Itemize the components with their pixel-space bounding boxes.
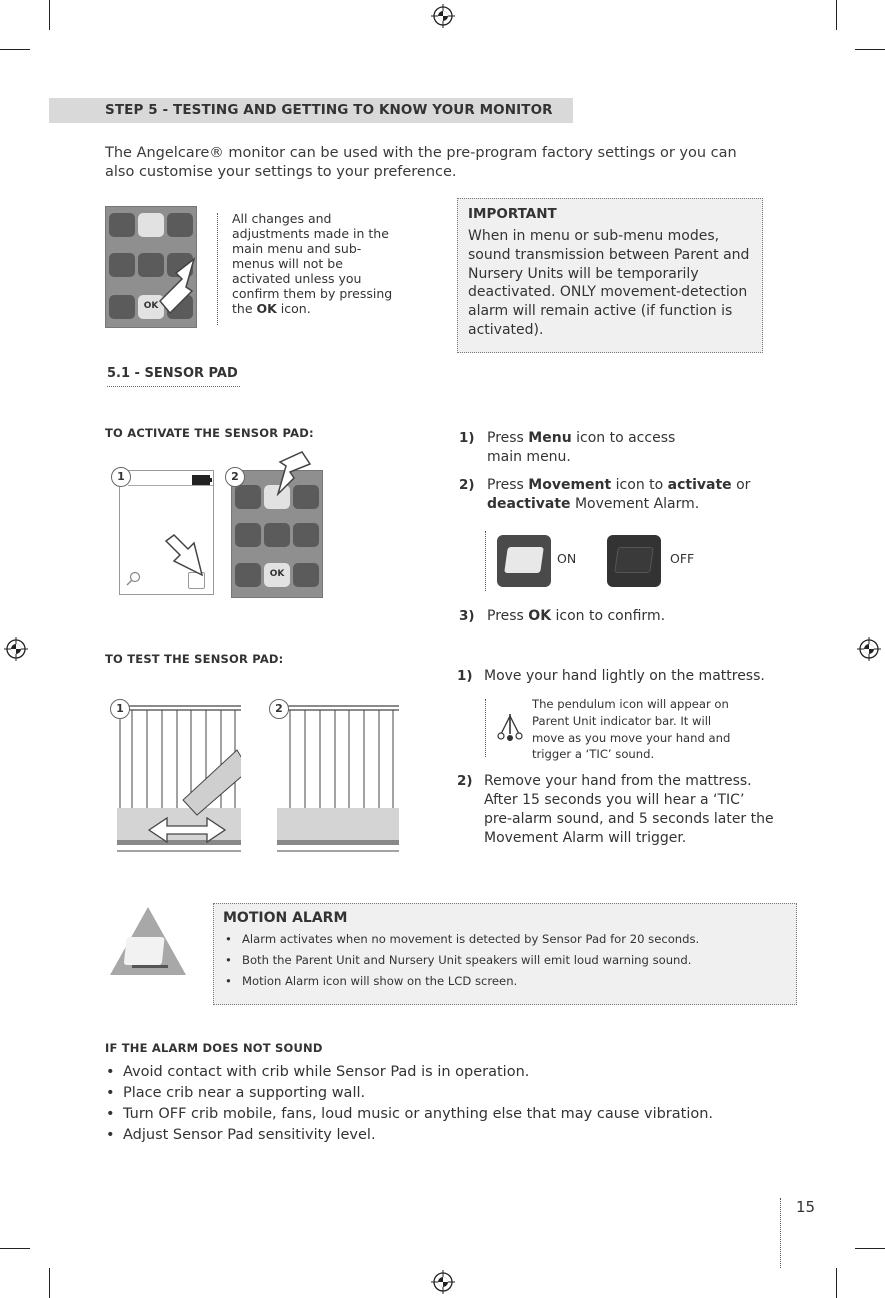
movement-icon <box>138 213 164 237</box>
no-sound-bullet <box>106 1106 713 1122</box>
step-text-part: Press <box>487 430 529 446</box>
timer-icon <box>235 563 261 587</box>
menu-screen-illustration <box>105 206 197 328</box>
activate-step-number: 2) <box>459 477 475 493</box>
bullet: • <box>106 1064 115 1080</box>
motion-alarm-title: MOTION ALARM <box>223 910 348 926</box>
pointer-arrow-icon <box>156 257 198 317</box>
test-label: TO TEST THE SENSOR PAD: <box>105 652 284 666</box>
ok-icon: OK <box>264 563 290 587</box>
no-sound-bullet-text: Avoid contact with crib while Sensor Pad is in operation. <box>123 1064 530 1080</box>
bullet: • <box>106 1106 115 1122</box>
sound-icon <box>235 485 261 509</box>
on-label: ON <box>557 551 577 566</box>
step-title: STEP 5 - TESTING AND GETTING TO KNOW YOUR MONITOR <box>105 102 553 118</box>
menu-note-end: icon. <box>276 301 311 316</box>
dotted-divider <box>485 531 486 591</box>
figure-number: 2 <box>225 467 245 487</box>
activate-step-number: 1) <box>459 430 475 446</box>
crib-illustration <box>277 700 399 855</box>
motion-alarm-bullet-text: Both the Parent Unit and Nursery Unit speakers will emit loud warning sound. <box>242 953 692 967</box>
crop-mark <box>836 1268 837 1298</box>
movement-off-icon <box>607 535 661 587</box>
step-text-part: icon to confirm. <box>551 608 666 624</box>
activate-step-text <box>487 429 687 467</box>
registration-mark-icon <box>431 1270 455 1294</box>
menu-note <box>232 211 402 316</box>
test-step-number: 1) <box>457 668 473 684</box>
step-text-part: Press <box>487 608 529 624</box>
bullet: • <box>225 953 232 967</box>
bullet: • <box>225 932 232 946</box>
night-light-icon <box>235 523 261 547</box>
crop-mark <box>0 49 30 50</box>
step-text-part: Movement Alarm. <box>570 496 700 512</box>
section-title-underline <box>107 386 240 387</box>
activate-step-number: 3) <box>459 608 475 624</box>
dotted-divider <box>780 1198 781 1268</box>
off-label: OFF <box>670 551 695 566</box>
bullet: • <box>106 1127 115 1143</box>
motion-alarm-bullet <box>225 932 699 946</box>
lcd-screen-illustration <box>119 470 214 595</box>
step-text-part: or <box>731 477 751 493</box>
sensitivity-icon <box>167 213 193 237</box>
figure-number: 2 <box>269 699 289 719</box>
no-sound-bullet-text: Place crib near a supporting wall. <box>123 1085 366 1101</box>
movement-on-icon <box>497 535 551 587</box>
crop-mark <box>836 0 837 30</box>
no-sound-title: IF THE ALARM DOES NOT SOUND <box>105 1041 323 1055</box>
step-text-part: icon to <box>611 477 668 493</box>
crop-mark <box>49 0 50 30</box>
important-text: When in menu or sub-menu modes, sound transmission between Parent and Nursery Units will be temporarily deactivated. ONLY movement-detection alarm will remain active (if function is activated). <box>468 228 750 338</box>
pause-icon <box>264 523 290 547</box>
movement-word: Movement <box>528 477 612 493</box>
registration-mark-icon <box>857 637 881 661</box>
search-icon <box>126 571 142 587</box>
step-text-part: icon to access main menu. <box>487 430 676 465</box>
motion-alarm-bullet <box>225 953 691 967</box>
bullet: • <box>225 974 232 988</box>
pointer-arrow-icon <box>274 450 312 496</box>
settings-icon <box>293 563 319 587</box>
sound-icon <box>109 213 135 237</box>
activate-step-text <box>487 607 737 626</box>
test-step-number: 2) <box>457 773 473 789</box>
ok-word: OK <box>528 608 552 624</box>
motion-alarm-bullet-text: Alarm activates when no movement is detected by Sensor Pad for 20 seconds. <box>242 932 700 946</box>
thermometer-icon <box>293 523 319 547</box>
crop-mark <box>855 1248 885 1249</box>
battery-icon <box>192 475 212 485</box>
pendulum-icon <box>497 712 523 742</box>
crop-mark <box>49 1268 50 1298</box>
motion-alarm-bullet <box>225 974 517 988</box>
test-step-text: Move your hand lightly on the mattress. <box>484 668 765 684</box>
pointer-arrow-icon <box>164 533 204 577</box>
test-step-text: Remove your hand from the mattress. After 15 seconds you will hear a ‘TIC’ pre-alarm sound, and 5 seconds later the Movement Alarm will trigger. <box>484 773 774 846</box>
timer-icon <box>109 295 135 319</box>
section-title: 5.1 - SENSOR PAD <box>107 366 238 381</box>
activate-step-text <box>487 476 757 514</box>
activate-label: TO ACTIVATE THE SENSOR PAD: <box>105 426 314 440</box>
no-sound-bullet-text: Turn OFF crib mobile, fans, loud music or anything else that may cause vibration. <box>123 1106 714 1122</box>
no-sound-bullet-text: Adjust Sensor Pad sensitivity level. <box>123 1127 376 1143</box>
menu-word: Menu <box>528 430 572 446</box>
no-sound-bullet <box>106 1064 529 1080</box>
activate-word: activate <box>667 477 732 493</box>
crop-mark <box>855 49 885 50</box>
crib-illustration <box>117 700 241 855</box>
menu-note-text: All changes and adjustments made in the main menu and sub-menus will not be activated unless you confirm them by pressing the <box>232 211 393 316</box>
pendulum-note: The pendulum icon will appear on Parent Unit indicator bar. It will move as you move your hand and trigger a ‘TIC’ sound. <box>532 697 731 762</box>
warning-triangle-icon <box>108 905 188 977</box>
no-sound-bullet <box>106 1085 365 1101</box>
important-title: IMPORTANT <box>468 206 557 222</box>
dotted-divider <box>485 699 486 757</box>
figure-number: 1 <box>110 699 130 719</box>
ok-icon: OK <box>138 295 164 319</box>
deactivate-word: deactivate <box>487 496 571 512</box>
no-sound-bullet <box>106 1127 376 1143</box>
figure-number: 1 <box>111 467 131 487</box>
step-text-part: Press <box>487 477 529 493</box>
registration-mark-icon <box>431 4 455 28</box>
night-light-icon <box>109 253 135 277</box>
crop-mark <box>0 1248 30 1249</box>
intro-paragraph: The Angelcare® monitor can be used with the pre-program factory settings or you can also customise your settings to your preference. <box>105 145 737 180</box>
page-number: 15 <box>796 1198 816 1216</box>
registration-mark-icon <box>4 637 28 661</box>
menu-note-ok: OK <box>256 301 277 316</box>
dotted-divider <box>217 213 218 325</box>
bullet: • <box>106 1085 115 1101</box>
motion-alarm-bullet-text: Motion Alarm icon will show on the LCD screen. <box>242 974 518 988</box>
